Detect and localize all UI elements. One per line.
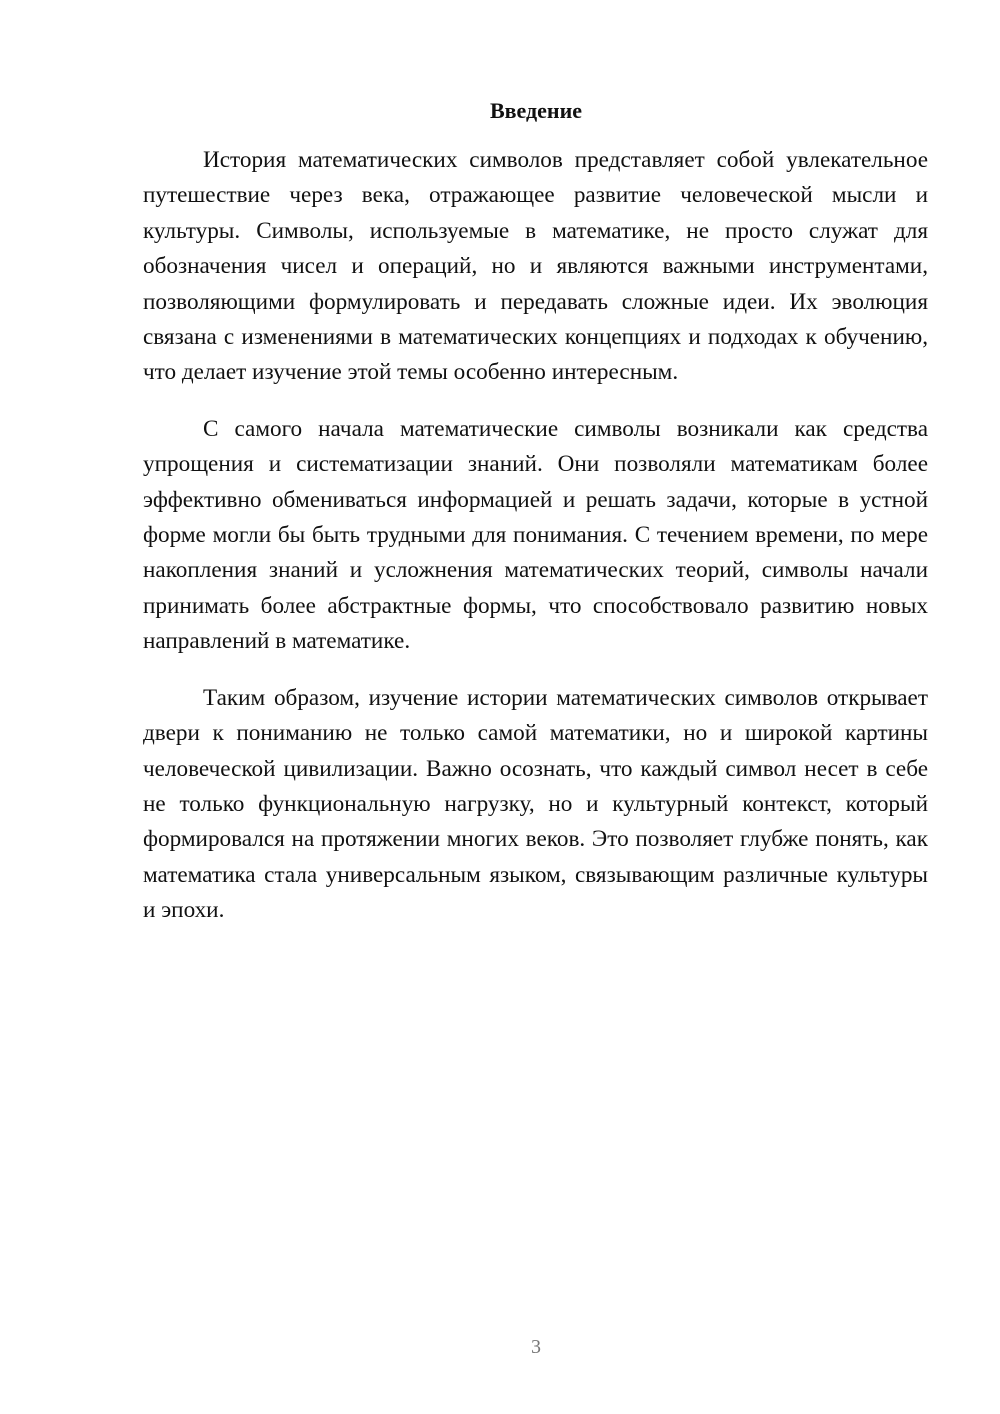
paragraph-3: Таким образом, изучение истории математических символов открывает двери к пониманию не только самой математики, но и широкой картины человеческой цивилизации. Важно осознать, что каждый символ несет в себе не только функциональную нагрузку, но и культурный контекст, который формировался на протяжении многих веков. Это позволяет глубже понять, как математика стала универсальным языком, связывающим различные культуры и эпохи. <box>143 684 928 924</box>
page-number: 3 <box>531 1336 541 1358</box>
paragraph-2: С самого начала математические символы возникали как средства упрощения и систематизации знаний. Они позволяли математикам более эффективно обмениваться информацией и решать задачи, которые в устной форме могли бы быть трудными для понимания. С течением времени, по мере накопления знаний и усложнения математических теорий, символы начали принимать более абстрактные формы, что способствовало развитию новых направлений в математике. <box>143 415 928 655</box>
paragraph-1: История математических символов представляет собой увлекательное путешествие через века, отражающее развитие человеческой мысли и культуры. Символы, используемые в математике, не просто служат для обозначения чисел и операций, но и являются важными инструментами, позволяющими формулировать и передавать сложные идеи. Их эволюция связана с изменениями в математических концепциях и подходах к обучению, что делает изучение этой темы особенно интересным. <box>143 147 928 386</box>
body-text <box>143 143 928 950</box>
page-title: Введение <box>489 98 583 123</box>
